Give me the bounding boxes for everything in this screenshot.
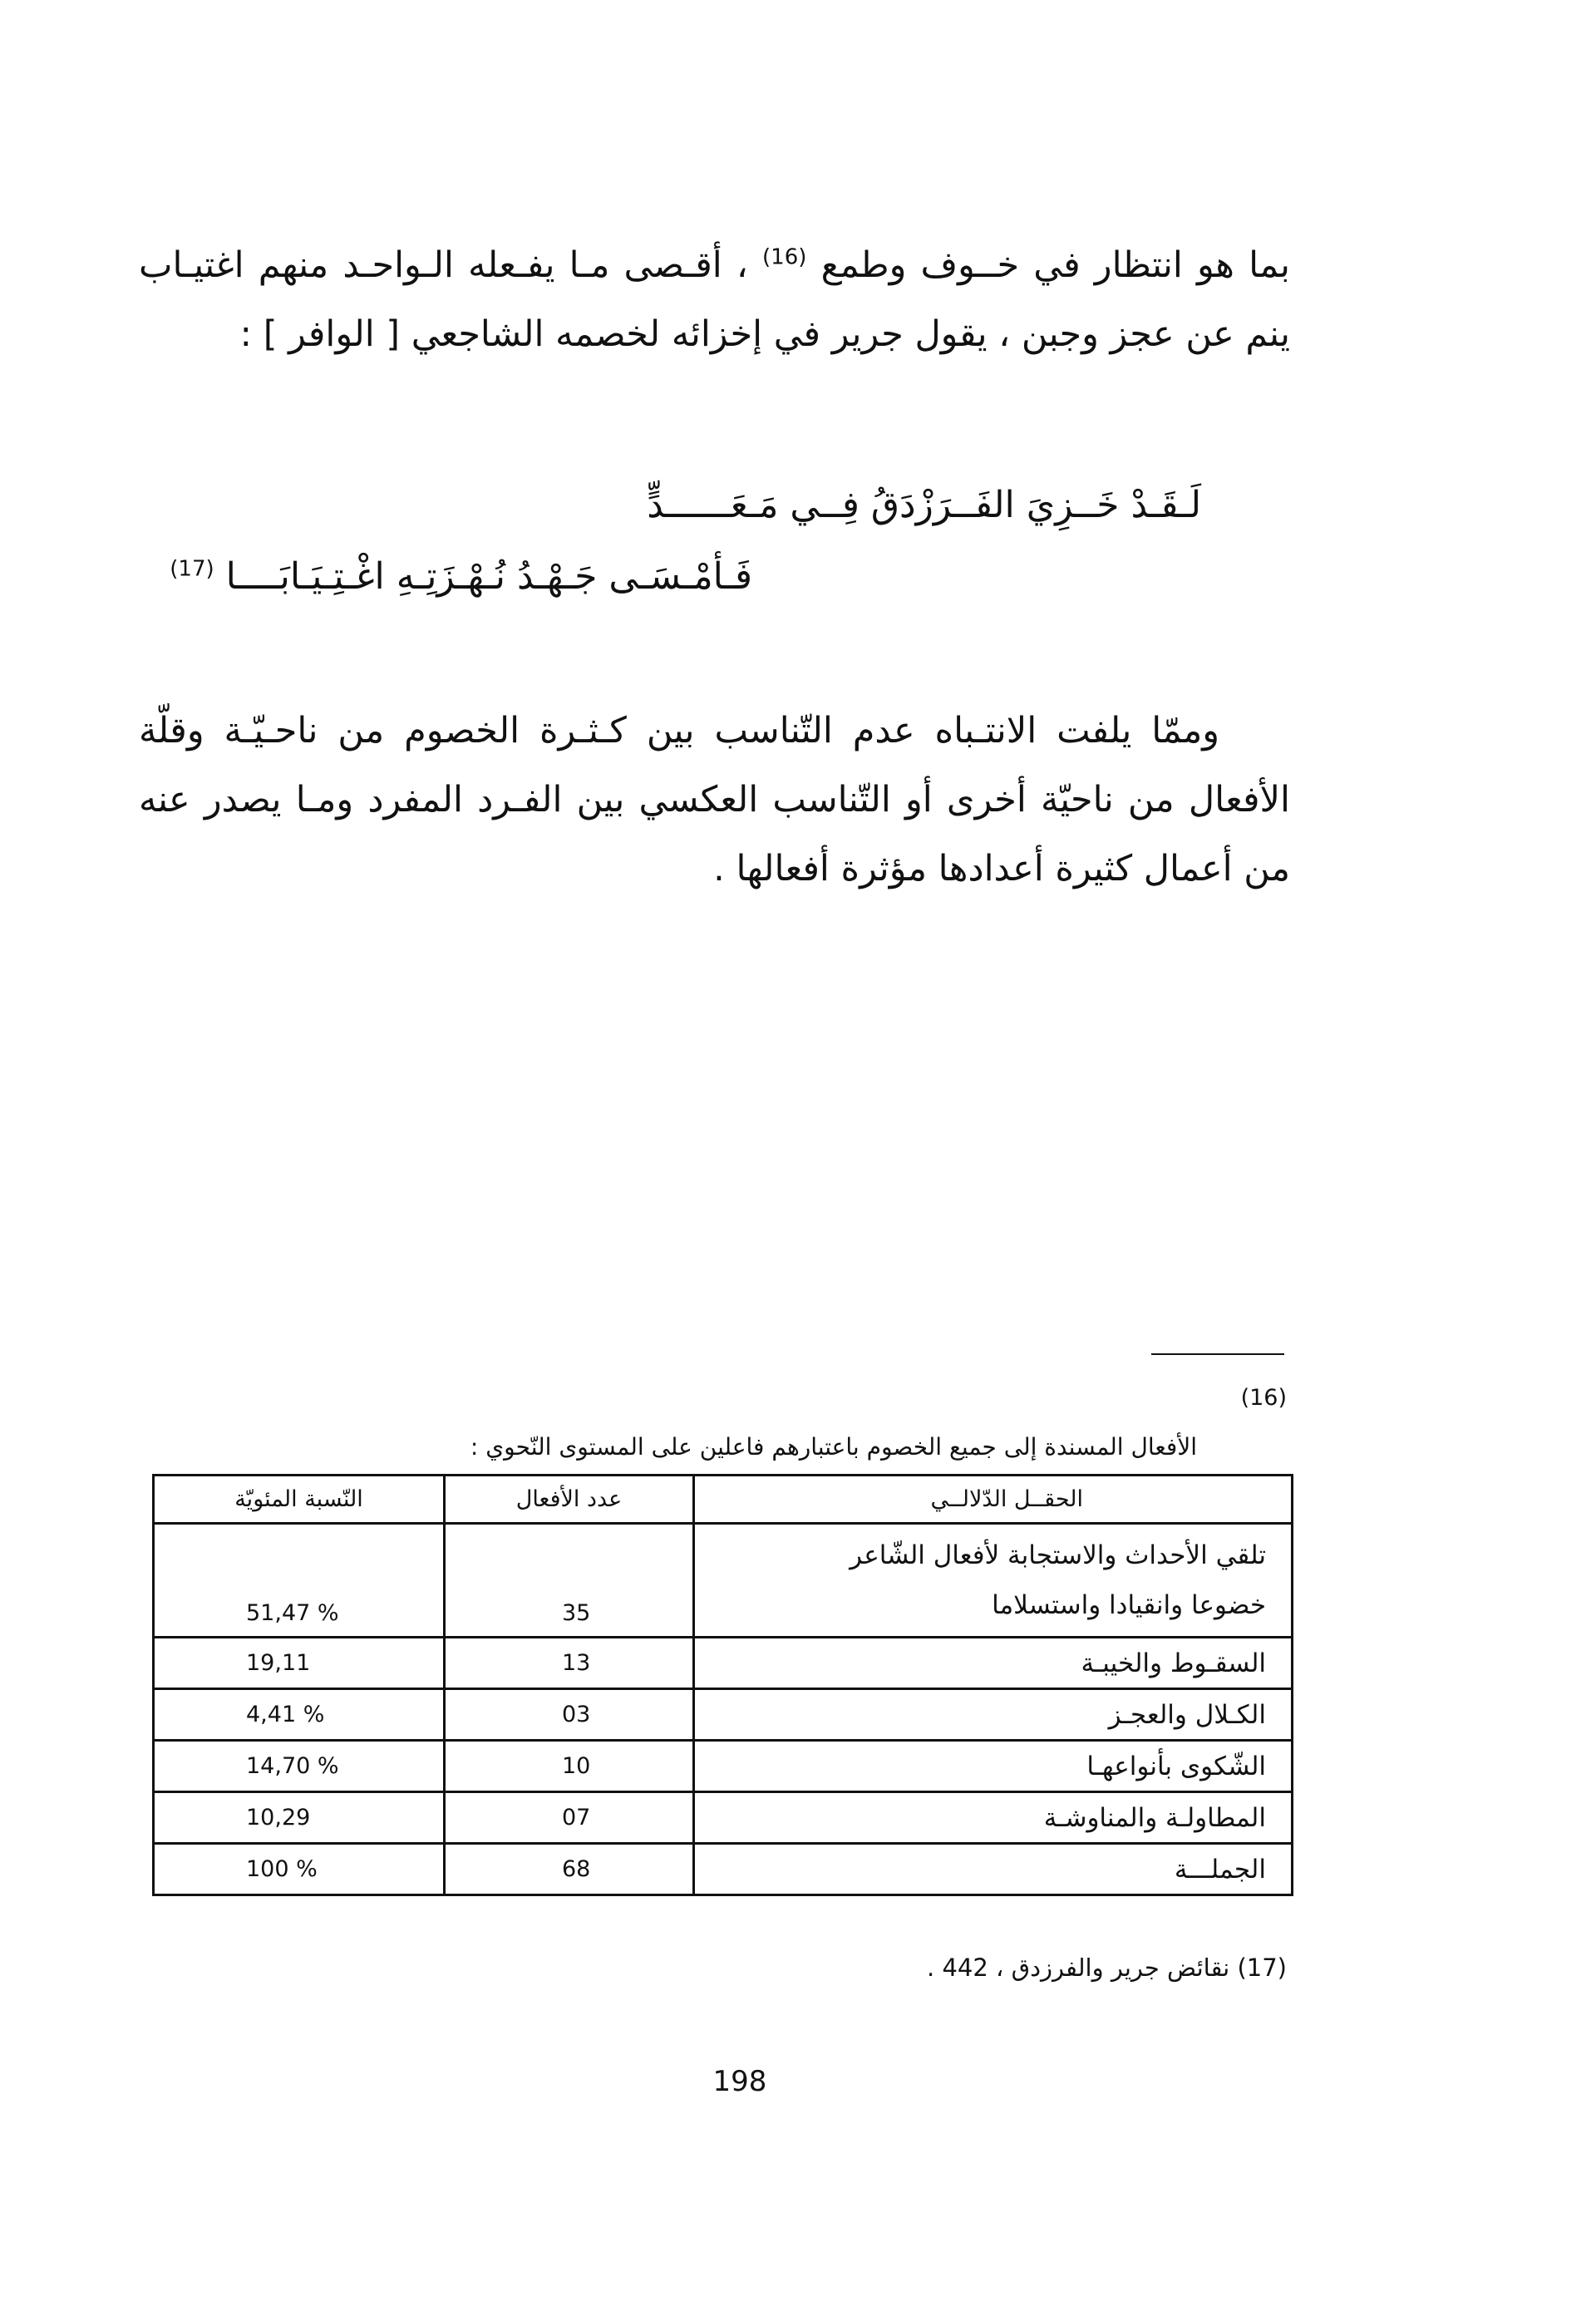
cell-field: المطاولـة والمناوشـة bbox=[694, 1792, 1293, 1844]
table-caption: الأفعال المسندة إلى جميع الخصوم باعتبارهم فاعلين على المستوى النّحوي : bbox=[470, 1433, 1197, 1461]
table-row bbox=[154, 1741, 1293, 1792]
cell-percent: 10,29 bbox=[154, 1792, 445, 1844]
cell-percent: 19,11 bbox=[154, 1638, 445, 1689]
table-row bbox=[154, 1792, 1293, 1844]
cell-count: 13 bbox=[445, 1638, 694, 1689]
table-total-row bbox=[154, 1844, 1293, 1895]
cell-field: الشّكوى بأنواعهـا bbox=[694, 1741, 1293, 1792]
cell-field: السقـوط والخيبـة bbox=[694, 1638, 1293, 1689]
table-header-row bbox=[154, 1476, 1293, 1524]
cell-count: 07 bbox=[445, 1792, 694, 1844]
verse-line-1: لَـقَـدْ خَــزِيَ الفَــرَزْدَقُ فِــي مَـعَــــــدٍّ bbox=[647, 484, 1201, 526]
paragraph-1-part-2: ، أقـصى مـا يفـعله الـواحـد منهم اغتيـاب ينم عن عجز وجبن ، يقول جرير في إخزائه لخصمه الشاجعي [ الوافر ] : bbox=[139, 244, 1290, 355]
cell-field bbox=[694, 1524, 1293, 1638]
cell-percent: 14,70 % bbox=[154, 1741, 445, 1792]
cell-field-line-2: خضوعا وانقيادا واستسلاما bbox=[992, 1590, 1266, 1620]
cell-field: الجملـــة bbox=[694, 1844, 1293, 1895]
footnote-divider bbox=[1151, 1353, 1284, 1355]
cell-percent: 100 % bbox=[154, 1844, 445, 1895]
footnote-ref-16: (16) bbox=[762, 244, 807, 270]
header-percent: النّسبة المئويّة bbox=[154, 1476, 445, 1524]
cell-count: 10 bbox=[445, 1741, 694, 1792]
table-row bbox=[154, 1524, 1293, 1638]
page-number: 198 bbox=[712, 2065, 767, 2098]
cell-count: 03 bbox=[445, 1689, 694, 1741]
semantic-field-table bbox=[152, 1474, 1293, 1896]
cell-field-line-1: تلقي الأحداث والاستجابة لأفعال الشّاعر bbox=[850, 1540, 1266, 1570]
paragraph-1-part-1: بما هو انتظار في خــوف وطمع bbox=[820, 244, 1291, 286]
header-field: الحقــل الدّلالــي bbox=[694, 1476, 1293, 1524]
footnote-ref-17: (17) bbox=[170, 556, 214, 582]
header-count: عدد الأفعال bbox=[445, 1476, 694, 1524]
cell-percent: 51,47 % bbox=[154, 1524, 445, 1638]
verse-line-2 bbox=[170, 555, 752, 598]
footnote-16-marker: (16) bbox=[1240, 1385, 1287, 1411]
table-row bbox=[154, 1638, 1293, 1689]
cell-count: 68 bbox=[445, 1844, 694, 1895]
cell-count: 35 bbox=[445, 1524, 694, 1638]
paragraph-1 bbox=[139, 231, 1290, 369]
footnote-17: (17) نقائض جرير والفرزدق ، 442 . bbox=[927, 1954, 1287, 1982]
table-row bbox=[154, 1689, 1293, 1741]
verse-line-2-text: فَـأمْـسَـى جَـهْـدُ نُـهْـزَتِـهِ اغْـتِـيَـابَــــا bbox=[225, 555, 752, 598]
cell-field: الكـلال والعجـز bbox=[694, 1689, 1293, 1741]
paragraph-2: وممّا يلفت الانتـباه عدم التّناسب بين كـثـرة الخصوم من ناحـيّـة وقلّة الأفعال من ناحيّة أخرى أو التّناسب العكسي بين الفـرد المفرد ومـا يصدر عنه من أعمال كثيرة أعدادها مؤثرة أفعالها . bbox=[139, 710, 1290, 889]
cell-percent: 4,41 % bbox=[154, 1689, 445, 1741]
